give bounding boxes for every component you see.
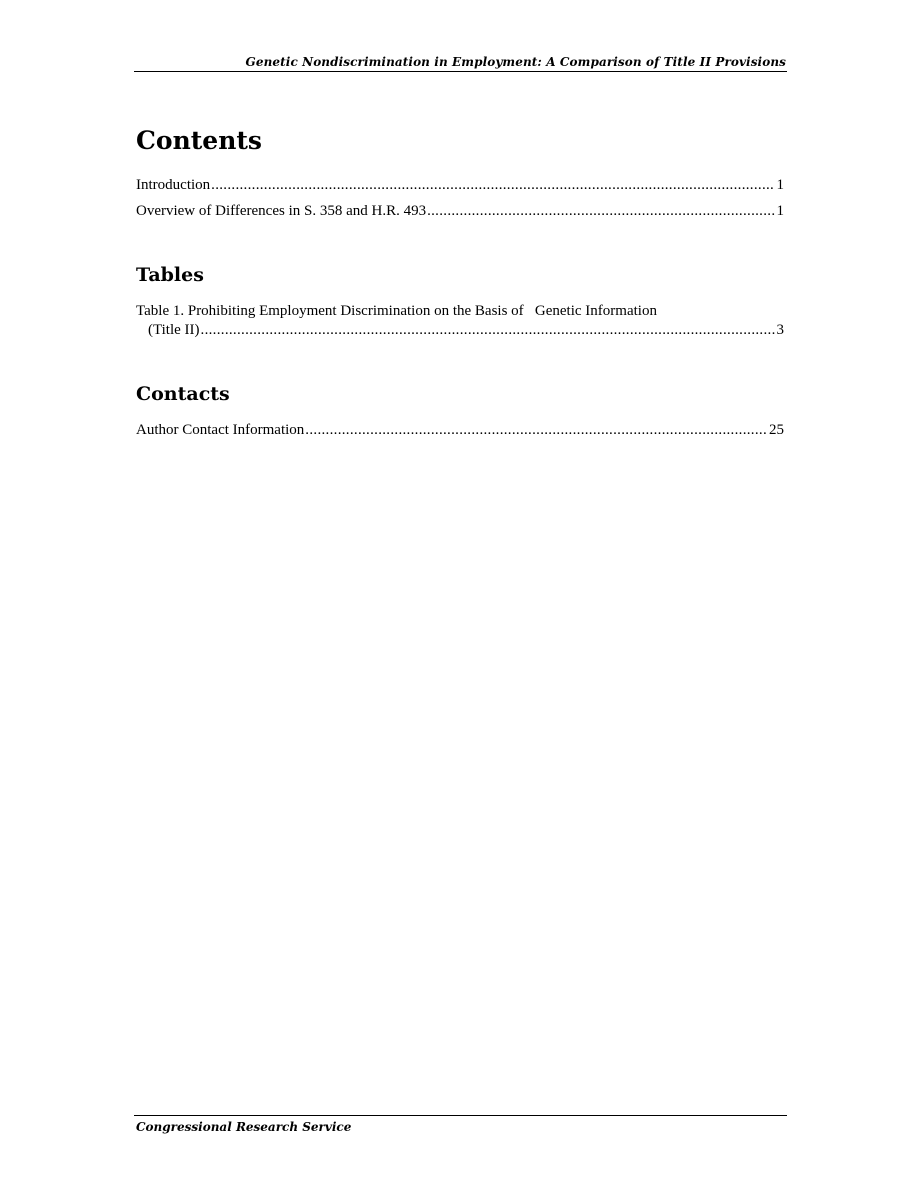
toc-entry-page: 1 bbox=[776, 203, 784, 219]
toc-entry-introduction[interactable] bbox=[136, 176, 784, 195]
toc-entry-label: (Title II) bbox=[148, 322, 200, 338]
dot-leader bbox=[305, 421, 767, 440]
dot-leader bbox=[427, 202, 774, 221]
dot-leader bbox=[201, 321, 775, 340]
running-footer: Congressional Research Service bbox=[136, 1120, 352, 1134]
header-rule bbox=[134, 71, 787, 72]
contacts-heading: Contacts bbox=[136, 383, 230, 405]
dot-leader bbox=[211, 176, 774, 195]
contents-heading: Contents bbox=[136, 126, 263, 155]
toc-entry-page: 1 bbox=[776, 177, 784, 193]
toc-entry-table1[interactable] bbox=[148, 321, 784, 340]
footer-rule bbox=[134, 1115, 787, 1116]
toc-entry-label: Introduction bbox=[136, 177, 211, 193]
toc-entry-overview[interactable] bbox=[136, 202, 784, 221]
tables-heading: Tables bbox=[136, 264, 204, 286]
toc-entry-page: 25 bbox=[769, 422, 784, 438]
running-header: Genetic Nondiscrimination in Employment: A Comparison of Title II Provisions bbox=[245, 55, 786, 69]
toc-entry-page: 3 bbox=[776, 322, 784, 338]
toc-entry-label: Author Contact Information bbox=[136, 422, 305, 438]
toc-entry-label: Overview of Differences in S. 358 and H.R. 493 bbox=[136, 203, 427, 219]
toc-entry-table1-title[interactable]: Table 1. Prohibiting Employment Discrimination on the Basis of Genetic Information bbox=[136, 303, 657, 319]
toc-entry-author-contact[interactable] bbox=[136, 421, 784, 440]
